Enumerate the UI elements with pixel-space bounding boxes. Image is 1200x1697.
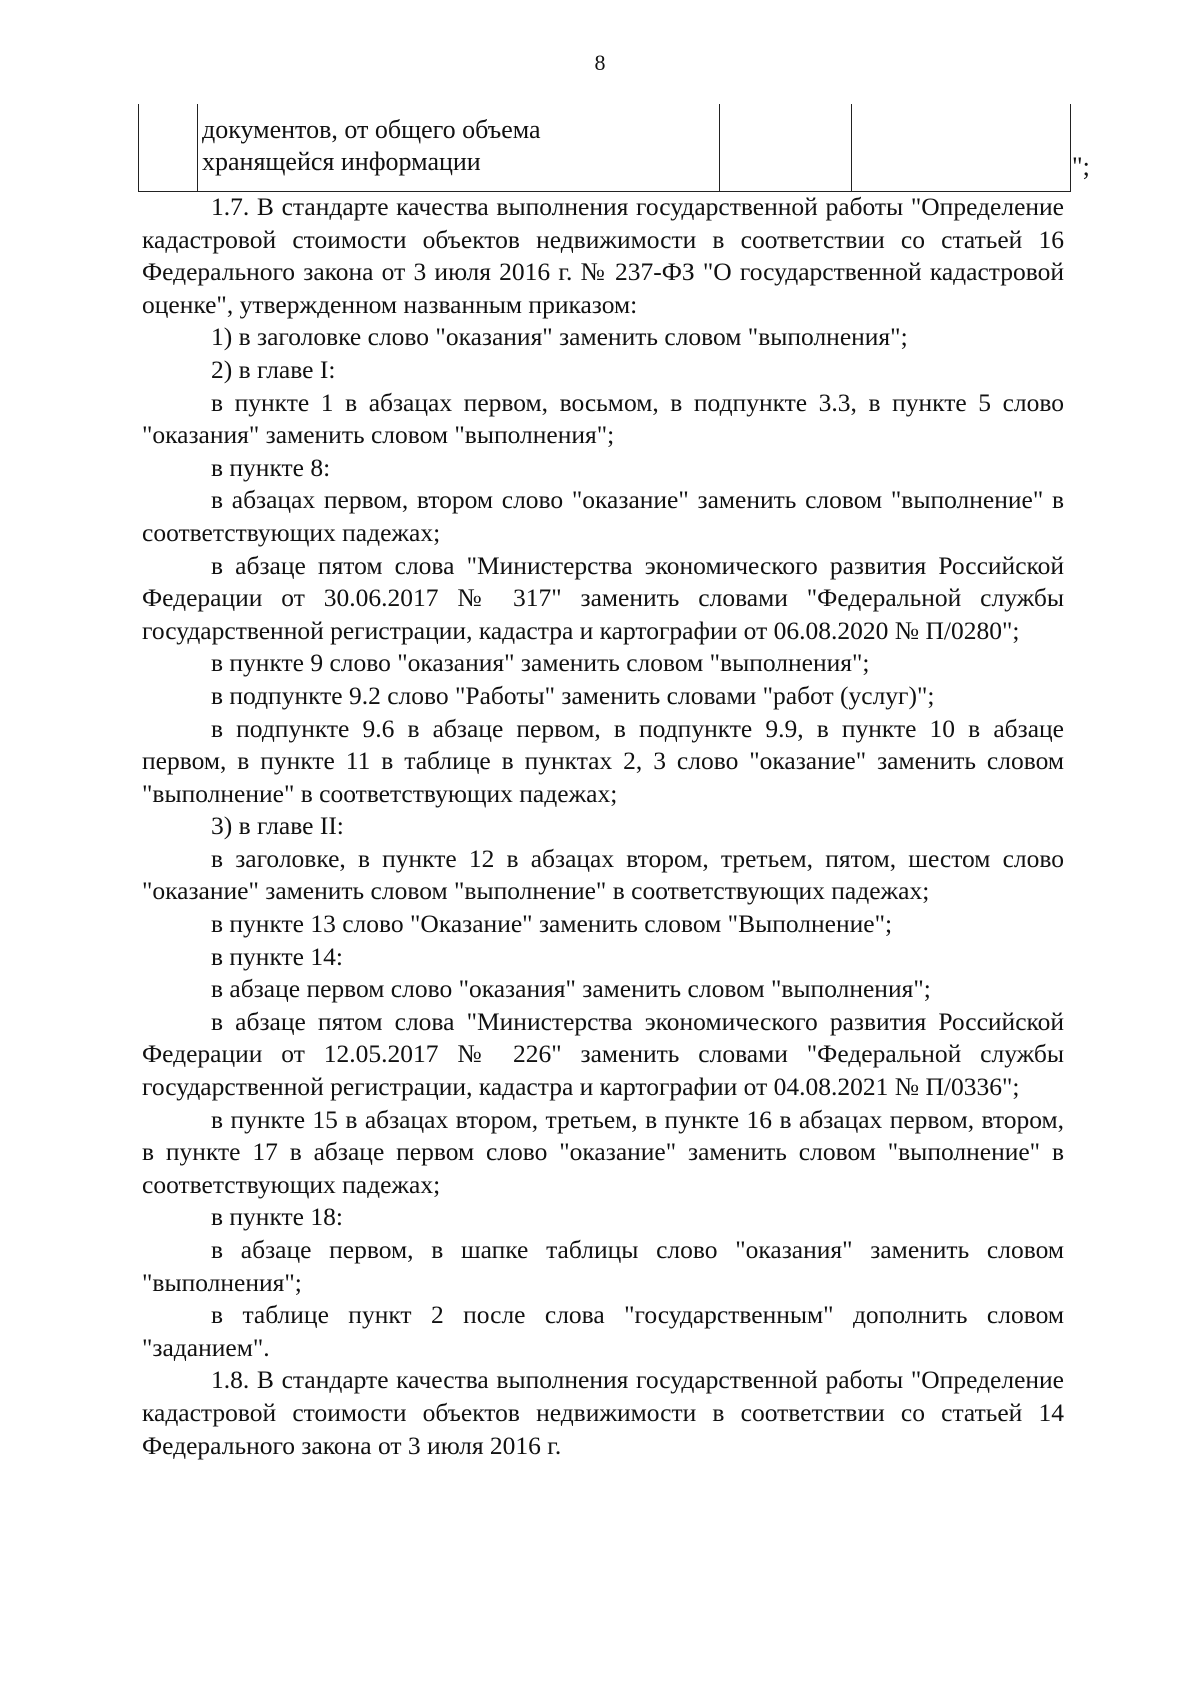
paragraph: в абзаце пятом слова "Министерства экономического развития Российской Федерации от 30.06.2017 № 317" заменить словами "Федеральной службы государственной регистрации, кадастра и картографии от 06.08.2020 № П/0280"; — [142, 550, 1064, 645]
paragraph-1-8: 1.8. В стандарте качества выполнения государственной работы "Определение кадастровой стоимости объектов недвижимости в соответствии со статьей 14 Федерального закона от 3 июля 2016 г. — [142, 1365, 1064, 1460]
paragraph-1-7: 1.7. В стандарте качества выполнения государственной работы "Определение кадастровой стоимости объектов недвижимости в соответствии со статьей 16 Федерального закона от 3 июля 2016 г. № 237-ФЗ "О государственной кадастровой оценке", утвержденном названным приказом: — [142, 192, 1064, 319]
table-cell-value — [852, 104, 1071, 192]
paragraph: в абзаце первом, в шапке таблицы слово "оказания" заменить словом "выполнения"; — [142, 1235, 1064, 1297]
closing-quote: "; — [1072, 152, 1090, 181]
paragraph: в подпункте 9.6 в абзаце первом, в подпункте 9.9, в пункте 10 в абзаце первом, в пункте 11 в таблице в пунктах 2, 3 слово "оказание" заменить словом "выполнение" в соответствующих падежах; — [142, 713, 1064, 808]
paragraph: в таблице пункт 2 после слова "государственным" дополнить словом "заданием". — [142, 1300, 1064, 1362]
table-cell-text-line2: хранящейся информации — [202, 147, 481, 176]
table-cell-text-line1: документов, от общего объема — [202, 115, 541, 144]
table-cell-indicator — [198, 104, 720, 192]
paragraph: в абзаце первом слово "оказания" заменить словом "выполнения"; — [211, 974, 931, 1004]
paragraph: в пункте 9 слово "оказания" заменить словом "выполнения"; — [211, 648, 870, 678]
paragraph: в абзацах первом, втором слово "оказание" заменить словом "выполнение" в соответствующих падежах; — [142, 485, 1064, 547]
table-cell-number — [139, 104, 198, 192]
paragraph: в пункте 8: — [211, 452, 331, 482]
paragraph: в пункте 15 в абзацах втором, третьем, в пункте 16 в абзацах первом, втором, в пункте 17 в абзаце первом слово "оказание" заменить словом "выполнение" в соответствующих падежах; — [142, 1104, 1064, 1199]
paragraph: в абзаце пятом слова "Министерства экономического развития Российской Федерации от 12.05.2017 № 226" заменить словами "Федеральной службы государственной регистрации, кадастра и картографии от 04.08.2021 № П/0336"; — [142, 1006, 1064, 1102]
paragraph: в пункте 13 слово "Оказание" заменить словом "Выполнение"; — [211, 909, 893, 939]
paragraph: в подпункте 9.2 слово "Работы" заменить словами "работ (услуг)"; — [211, 680, 935, 710]
paragraph: 2) в главе I: — [211, 354, 336, 384]
paragraph: в пункте 14: — [211, 941, 343, 971]
table-cell-unit — [720, 104, 852, 192]
paragraph: 1) в заголовке слово "оказания" заменить словом "выполнения"; — [211, 322, 908, 352]
page-number: 8 — [594, 50, 606, 75]
document-body — [142, 191, 1064, 1462]
paragraph: в заголовке, в пункте 12 в абзацах втором, третьем, пятом, шестом слово "оказание" заменить словом "выполнение" в соответствующих падежах; — [142, 843, 1064, 906]
table-fragment — [138, 104, 1071, 192]
paragraph: в пункте 1 в абзацах первом, восьмом, в подпункте 3.3, в пункте 5 слово "оказания" заменить словом "выполнения"; — [142, 387, 1064, 450]
table-row — [139, 104, 1071, 192]
paragraph: 3) в главе II: — [211, 811, 344, 841]
paragraph: в пункте 18: — [211, 1202, 343, 1232]
